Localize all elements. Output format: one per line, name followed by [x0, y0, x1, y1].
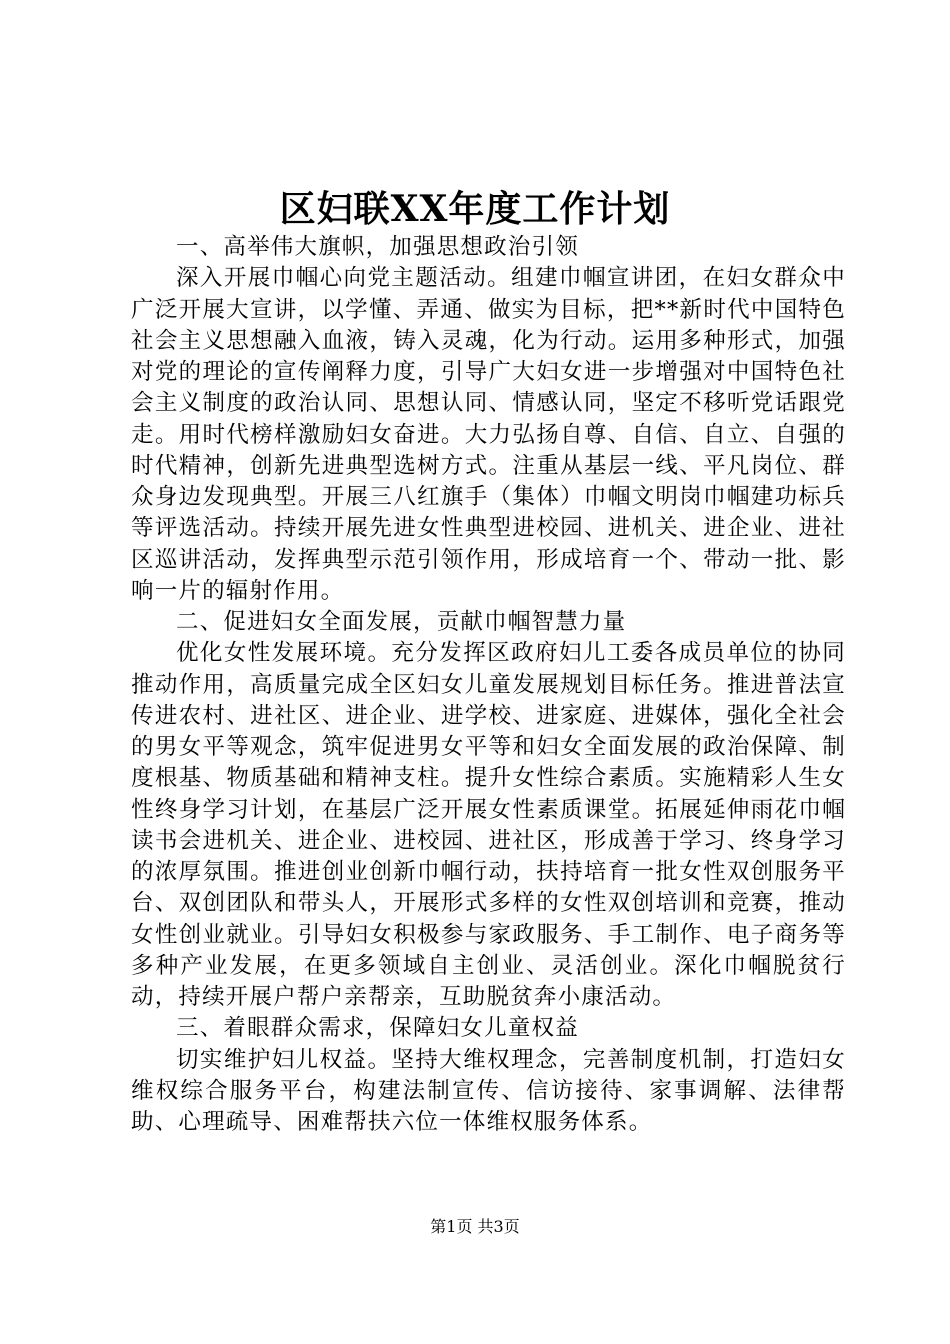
section-paragraph-2: 优化女性发展环境。充分发挥区政府妇儿工委各成员单位的协同推动作用，高质量完成全区妇女儿童发展规划目标任务。推进普法宣传进农村、进社区、进企业、进学校、进家庭、进媒体，强化全社会的男女平等观念，筑牢促进男女平等和妇女全面发展的政治保障、制度根基、物质基础和精神支柱。提升女性综合素质。实施精彩人生女性终身学习计划，在基层广泛开展女性素质课堂。拓展延伸雨花巾帼读书会进机关、进企业、进校园、进社区，形成善于学习、终身学习的浓厚氛围。推进创业创新巾帼行动，扶持培育一批女性双创服务平台、双创团队和带头人，开展形式多样的女性双创培训和竞赛，推动女性创业就业。引导妇女积极参与家政服务、手工制作、电子商务等多种产业发展，在更多领域自主创业、灵活创业。深化巾帼脱贫行动，持续开展户帮户亲帮亲，互助脱贫奔小康活动。: [131, 640, 846, 1010]
page-footer: 第1页 共3页: [430, 1217, 520, 1236]
section-heading-3: 三、着眼群众需求，保障妇女儿童权益: [176, 1015, 579, 1042]
document-title: 区妇联XX年度工作计划: [279, 188, 671, 230]
section-paragraph-1: 深入开展巾帼心向党主题活动。组建巾帼宣讲团，在妇女群众中广泛开展大宣讲，以学懂、弄通、做实为目标，把**新时代中国特色社会主义思想融入血液，铸入灵魂，化为行动。运用多种形式，加强对党的理论的宣传阐释力度，引导广大妇女进一步增强对中国特色社会主义制度的政治认同、思想认同、情感认同，坚定不移听党话跟党走。用时代榜样激励妇女奋进。大力弘扬自尊、自信、自立、自强的时代精神，创新先进典型选树方式。注重从基层一线、平凡岗位、群众身边发现典型。开展三八红旗手（集体）巾帼文明岗巾帼建功标兵等评选活动。持续开展先进女性典型进校园、进机关、进企业、进社区巡讲活动，发挥典型示范引领作用，形成培育一个、带动一批、影响一片的辐射作用。: [131, 265, 846, 604]
section-heading-1: 一、高举伟大旗帜，加强思想政治引领: [176, 234, 579, 260]
section-heading-2: 二、促进妇女全面发展，贡献巾帼智慧力量: [176, 609, 627, 635]
section-paragraph-3: 切实维护妇儿权益。坚持大维权理念，完善制度机制，打造妇女维权综合服务平台，构建法制宣传、信访接待、家事调解、法律帮助、心理疏导、困难帮扶六位一体维权服务体系。: [131, 1046, 846, 1135]
document-body: [131, 232, 846, 1138]
